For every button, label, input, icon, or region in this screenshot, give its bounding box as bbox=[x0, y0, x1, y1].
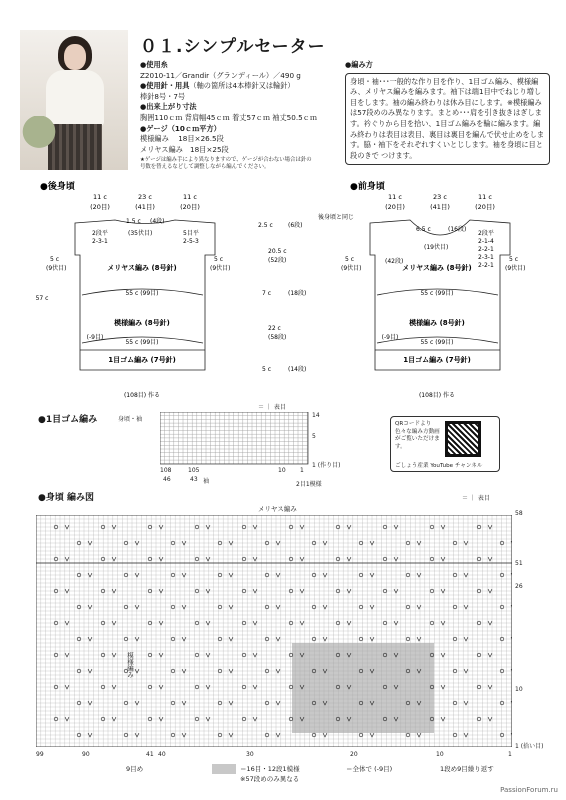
back-minus9: (-9目) bbox=[86, 334, 104, 341]
body-note-repeat: ＝16目・12段1模様 bbox=[240, 765, 300, 773]
flower-bouquet bbox=[22, 116, 56, 168]
rib-n43: 43 bbox=[190, 476, 198, 483]
back-top-4: (41目) bbox=[135, 203, 155, 211]
front-neck-5: 2-1-4 bbox=[478, 238, 494, 245]
back-top-5: 11 c bbox=[183, 193, 197, 201]
body-note-row1: 1段め9目繰り返す bbox=[440, 765, 494, 773]
front-minus9: (-9目) bbox=[381, 334, 399, 341]
needle-heading: ●使用針・用具 bbox=[140, 81, 190, 91]
back-side-1: 5 c bbox=[50, 256, 60, 263]
spec-block bbox=[140, 60, 340, 171]
body-b41: 41 bbox=[146, 751, 154, 758]
row-8: (58段) bbox=[268, 334, 287, 341]
body-b20: 20 bbox=[350, 751, 358, 758]
rib-heading: ●1目ゴム編み bbox=[38, 415, 98, 425]
front-neck-6: 2-2-1 bbox=[478, 246, 494, 253]
front-top-2: (20目) bbox=[385, 203, 405, 211]
front-neck-7: 2-3-1 bbox=[478, 254, 494, 261]
front-make: (108目) 作る bbox=[418, 392, 456, 399]
model-skirt bbox=[48, 124, 102, 170]
front-heading: ●前身頃 bbox=[350, 182, 385, 192]
back-neck-3: (35伏目) bbox=[128, 230, 153, 237]
front-top-4: (41目) bbox=[430, 203, 450, 211]
row-10: (14段) bbox=[288, 366, 307, 373]
body-chart-heading: ●身頃 編み図 bbox=[38, 493, 94, 503]
body-b90: 90 bbox=[82, 751, 90, 758]
body-note-9: 9目め bbox=[126, 765, 144, 773]
method-heading: ●編み方 bbox=[345, 60, 373, 69]
back-rib: 1目ゴム編み (7号針) bbox=[108, 356, 176, 364]
back-neck-7: 2-5-3 bbox=[183, 238, 199, 245]
method-block bbox=[345, 60, 550, 165]
page-title: ０１.シンプルセーター bbox=[140, 37, 326, 57]
gauge-1: 模様編み 18目×26.5段 bbox=[140, 134, 224, 144]
rib-grid bbox=[160, 412, 320, 487]
body-r51: 51 bbox=[515, 560, 523, 567]
front-w55a: 55 c (99目) bbox=[420, 290, 454, 297]
front-neck-2: (16段) bbox=[448, 226, 467, 233]
body-r26: 26 bbox=[515, 583, 523, 590]
body-note-57: ※57段めのみ異なる bbox=[240, 775, 300, 783]
front-neck-4: 2段平 bbox=[478, 230, 494, 237]
size-text: 胸囲110ｃｍ 背肩幅45ｃｍ 着丈57ｃｍ 袖丈50.5ｃｍ bbox=[140, 112, 318, 122]
front-moyou: 模様編み (8号針) bbox=[409, 319, 465, 327]
back-top-3: 23 c bbox=[138, 193, 152, 201]
front-rib: 1目ゴム編み (7号針) bbox=[403, 356, 471, 364]
rib-n1b: 1 bbox=[300, 467, 304, 474]
footer-watermark: PassionForum.ru bbox=[500, 786, 558, 794]
front-neck-1: 6.5 c bbox=[416, 226, 431, 233]
qr-text: QRコードより色々な編み方動画がご覧いただけます。 bbox=[395, 421, 440, 450]
front-rows42: (42段) bbox=[385, 258, 404, 265]
body-r10: 10 bbox=[515, 686, 523, 693]
back-neck-1: 1.5 c bbox=[126, 218, 141, 225]
front-neck-3: (19伏目) bbox=[424, 244, 449, 251]
front-top-6: (20目) bbox=[475, 203, 495, 211]
back-w55b: 55 c (99目) bbox=[125, 339, 159, 346]
front-top-1: 11 c bbox=[388, 193, 402, 201]
row-3: 20.5 c bbox=[268, 248, 287, 255]
rib-sub: 身頃・袖 bbox=[118, 416, 143, 423]
qr-channel: ごしょう産業 YouTube チャンネル bbox=[395, 463, 483, 469]
rib-n14: 14 bbox=[312, 412, 320, 419]
rib-n105: 105 bbox=[188, 467, 200, 474]
body-b40: 40 bbox=[158, 751, 166, 758]
rib-n10: 10 bbox=[278, 467, 286, 474]
front-side-3: 5 c bbox=[509, 256, 519, 263]
body-note-minus: ＝全体で (-9目) bbox=[346, 765, 393, 773]
body-r58: 58 bbox=[515, 510, 523, 517]
back-top-2: (20目) bbox=[90, 203, 110, 211]
front-w55b: 55 c (99目) bbox=[420, 339, 454, 346]
rib-n1: 1 (作り目) bbox=[312, 462, 341, 469]
qr-box bbox=[390, 416, 500, 472]
body-b99: 99 bbox=[36, 751, 44, 758]
back-side-2: (9伏目) bbox=[46, 265, 67, 272]
yarn-heading: ●使用糸 bbox=[140, 60, 168, 69]
back-meriyasu: メリヤス編み (8号針) bbox=[107, 264, 177, 272]
front-top-3: 23 c bbox=[433, 193, 447, 201]
back-neck-5: 2-3-1 bbox=[92, 238, 108, 245]
row-9: 5 c bbox=[262, 366, 272, 373]
back-length: 57 c bbox=[35, 295, 49, 302]
back-moyou: 模様編み (8号針) bbox=[114, 319, 170, 327]
back-w55a: 55 c (99目) bbox=[125, 290, 159, 297]
back-top-1: 11 c bbox=[93, 193, 107, 201]
rib-n5: 5 bbox=[312, 433, 316, 440]
model-photo bbox=[20, 30, 128, 170]
body-meriyasu: メリヤス編み bbox=[258, 505, 297, 513]
rib-sleeve: 袖 bbox=[203, 478, 210, 485]
front-meriyasu: メリヤス編み (8号針) bbox=[402, 264, 472, 272]
rib-legend: ＝ ｜ 表目 bbox=[258, 404, 286, 411]
yarn-text: Z2010-11／Grandir（グランディール）／490 g bbox=[140, 70, 301, 80]
body-moyou-label: 模様編み bbox=[126, 652, 134, 678]
front-neck-8: 2-2-1 bbox=[478, 262, 494, 269]
needle-text: 棒針8号・7号 bbox=[140, 91, 186, 101]
back-make: (108目) 作る bbox=[123, 392, 161, 399]
rib-n46: 46 bbox=[163, 476, 171, 483]
front-side-2: (9伏目) bbox=[341, 265, 362, 272]
gauge-note-2: 号数を替えるなどして調整しながら編んでください。 bbox=[140, 164, 270, 171]
body-b10: 10 bbox=[436, 751, 444, 758]
back-side-3: 5 c bbox=[214, 256, 224, 263]
gauge-note-1: ★ゲージは編み手により異なりますので、ゲージが合わない場合は針の bbox=[140, 157, 312, 164]
body-legend: ＝ ｜ 表目 bbox=[462, 495, 490, 502]
front-same: 後身頃と同じ bbox=[318, 214, 355, 221]
method-text: 身頃・袖･･･一般的な作り目を作り、1目ゴム編み、模様編み、メリヤス編みを編みます。袖下は端1目中でねじり増し目をします。袖の編み終わりは休み目にします。※模様編みは57段めのみ異なります。まとめ･･･肩を引き抜きはぎします。衿ぐりから目を拾い、1目ゴム編みを輪に編みます。編み終わりは表目は表目、裏目は裏目を編んで伏せ止めをします。脇・袖下をそれぞれすくいとじします。袖を身頃に目と段のきで つけます。 bbox=[345, 73, 550, 165]
rib-n108: 108 bbox=[160, 467, 172, 474]
row-5: 7 c bbox=[262, 290, 272, 297]
back-top-6: (20目) bbox=[180, 203, 200, 211]
row-6: (18段) bbox=[288, 290, 307, 297]
model-face bbox=[64, 44, 86, 70]
back-neck-4: 2段平 bbox=[92, 230, 108, 237]
row-1: 2.5 c bbox=[258, 222, 273, 229]
schematics bbox=[0, 175, 566, 410]
back-side-4: (9伏目) bbox=[210, 265, 231, 272]
body-b30: 30 bbox=[246, 751, 254, 758]
back-heading: ●後身頃 bbox=[40, 182, 75, 192]
needle-note: （軸の箇所は4本棒針又は輪針） bbox=[189, 81, 295, 91]
row-4: (52段) bbox=[268, 257, 287, 264]
body-b1: 1 bbox=[508, 751, 512, 758]
row-2: (6段) bbox=[288, 222, 303, 229]
back-neck-6: 5目平 bbox=[183, 230, 199, 237]
gauge-2: メリヤス編み 18目×25段 bbox=[140, 144, 229, 154]
size-heading: ●出来上がり寸法 bbox=[140, 102, 197, 112]
pattern-repeat-area bbox=[292, 643, 434, 733]
row-7: 22 c bbox=[268, 325, 281, 332]
body-chart-grid bbox=[36, 515, 512, 747]
legend-gray-swatch bbox=[212, 764, 236, 774]
gauge-heading: ●ゲージ（10ｃｍ平方） bbox=[140, 123, 221, 133]
front-side-1: 5 c bbox=[345, 256, 355, 263]
body-r1: 1 (拾い目) bbox=[515, 743, 544, 750]
back-neck-2: (4段) bbox=[150, 218, 165, 225]
rib-repeat: 2目1模様 bbox=[296, 481, 322, 488]
qr-code-icon[interactable] bbox=[445, 421, 481, 457]
front-top-5: 11 c bbox=[478, 193, 492, 201]
front-side-4: (9伏目) bbox=[505, 265, 526, 272]
